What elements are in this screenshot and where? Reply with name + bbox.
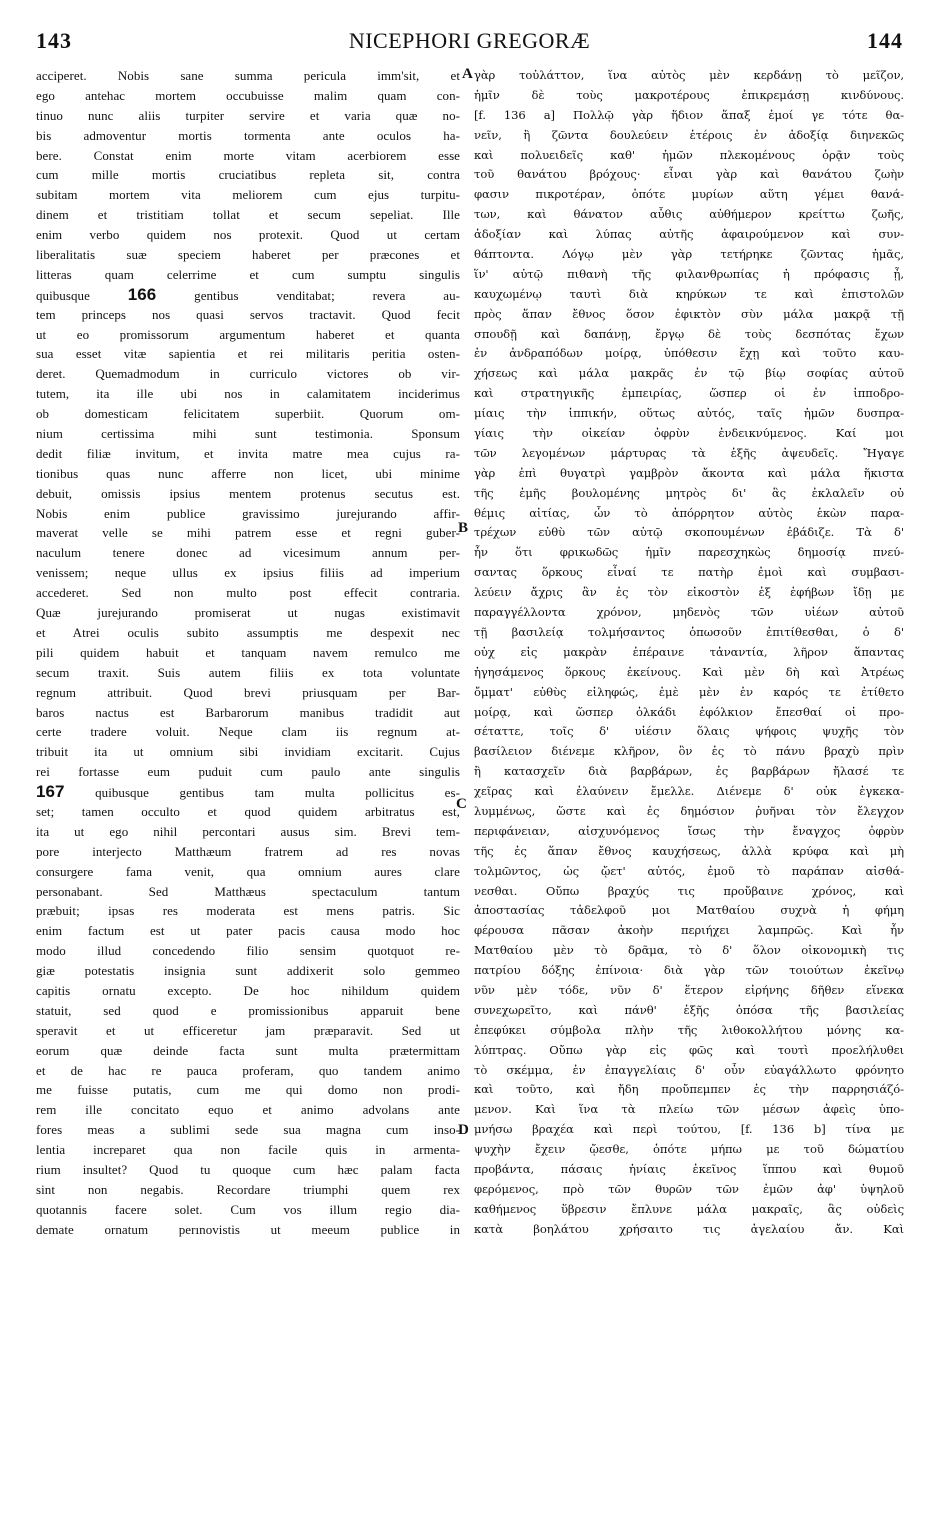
latin-line: et Atrei oculis subito assumptis me despexit nec bbox=[36, 624, 460, 640]
latin-line: tribuit ita ut omnium sibi invidiam excitarit. Cujus bbox=[36, 744, 460, 760]
latin-line: rium insultet? Quod tu quoque cum hæc palam facta bbox=[36, 1161, 460, 1177]
greek-line: χήσεως καὶ μάλα μακρᾶς ἐν τῷ βίῳ σοφίας αὐτοῦ bbox=[474, 366, 904, 381]
latin-line: set; tamen occulto et quod quidem arbitratus est, bbox=[36, 803, 460, 819]
greek-line: σπουδῇ καὶ δαπάνῃ, ἔργῳ δὲ τοὺς δεσπότας ἔχων bbox=[474, 326, 904, 341]
greek-line: ἡμῖν δὲ τοὺς μακροτέρους ἐπικρεμάσῃ κινδύνους. bbox=[474, 87, 904, 102]
greek-line: γίαις τὴν οἰκείαν ὀφρὺν ἐνδεικνύμενος. Καί μοι bbox=[474, 426, 904, 441]
latin-line: demate ornatum perınovistis ut meeum publice in bbox=[36, 1221, 460, 1237]
margin-marker-c: C bbox=[456, 796, 467, 812]
latin-line: bis admoventur mortis tormenta ante oculos ha- bbox=[36, 127, 460, 143]
greek-line: γὰρ τοὐλάττον, ἵνα αὐτὸς μὲν κερδάνῃ τὸ μεῖζον, bbox=[474, 68, 904, 82]
latin-line: præbuit; ipsas res moderata est mens patris. Sic bbox=[36, 903, 460, 919]
latin-line: acciperet. Nobis sane summa pericula imm'sit, et bbox=[36, 68, 460, 83]
greek-column bbox=[474, 66, 904, 1240]
greek-line: ὄμματ' εὐθὺς εἰληφώς, ἐμὲ μὲν ἐν καρός τε ἐτίθετο bbox=[474, 684, 904, 699]
latin-line: quotannis facere solet. Cum vos illum regio dia- bbox=[36, 1201, 460, 1217]
greek-line: ἵν' αὐτῷ πιθανὴ τῆς φιλανθρωπίας ἡ πρόφασις ᾖ, bbox=[474, 266, 904, 281]
latin-line: statuit, sed quod e promissionibus apparuit bene bbox=[36, 1002, 460, 1018]
latin-line: venissem; neque ullus ex ipsius filiis ad imperium bbox=[36, 565, 460, 581]
greek-line: προβάντα, πάσαις ἡνίαις ἐκεῖνος ἵππου καὶ θυμοῦ bbox=[474, 1161, 904, 1176]
greek-line: πρὸς ἅπαν ἔθνος ὅσον ἐφικτὸν σὺν μάλα μακρᾷ τῇ bbox=[474, 306, 904, 321]
latin-line: modo illud concedendo filio sensim quotquot re- bbox=[36, 943, 460, 959]
greek-line: λεύειν ἄχρις ἂν ἐς τὸν εἰκοστὸν ἐξ ἐφήβων ἴδῃ με bbox=[474, 585, 904, 600]
greek-line: γὰρ ἐπὶ θυγατρὶ γαμβρὸν ἄκοντα καὶ μάλα ἥκιστα bbox=[474, 465, 904, 480]
latin-line: deret. Quemadmodum in curriculo victores ob vir- bbox=[36, 366, 460, 382]
latin-line: dedit filiæ invitum, et invita matre mea cujus ra- bbox=[36, 445, 460, 461]
margin-marker-a: A bbox=[462, 66, 473, 82]
latin-line: bere. Constat enim morte vitam acerbiorem esse bbox=[36, 147, 460, 163]
latin-line: ut eo promissorum argumentum haberet et quanta bbox=[36, 326, 460, 342]
greek-line: ἀδοξίαν καὶ λύπας αὐτῆς ἀφαιρούμενον καὶ συν- bbox=[474, 227, 904, 242]
running-title: NICEPHORI GREGORÆ bbox=[348, 28, 591, 53]
greek-line: λυμμένως, ὥστε καὶ ἐς δημόσιον ῥυῆναι τὸν ἔλεγχον bbox=[474, 803, 904, 818]
latin-line: pore interjecto Matthæum fratrem ad res novas bbox=[36, 843, 460, 859]
latin-line-text: gentibus venditabat; revera au- bbox=[156, 287, 460, 303]
latin-line: rei fortasse eum puduit cum paulo ante singulis bbox=[36, 764, 460, 780]
greek-line: καὶ στρατηγικῆς ἐμπειρίας, ὥσπερ οἱ ἐν ἱπποδρο- bbox=[474, 386, 904, 401]
latin-line: enim factum est ut pater pacis causa modo hoc bbox=[36, 923, 460, 939]
greek-line: λύπτρας. Οὔπω γὰρ εἰς φῶς καὶ τουτὶ προελήλυθει bbox=[474, 1042, 904, 1057]
latin-line: pili quidem habuit et tanquam navem remulco me bbox=[36, 644, 460, 660]
latin-line bbox=[36, 285, 460, 305]
latin-line: regnum attribuit. Quod brevi priusquam per Bar- bbox=[36, 684, 460, 700]
latin-line: litteras quam celerrime et cum sumptu singulis bbox=[36, 266, 460, 282]
latin-line: dinem et tristitiam tollat et secum sepeliat. Ille bbox=[36, 207, 460, 223]
latin-line: me fuisse putatis, cum me qui domo non prodi- bbox=[36, 1082, 460, 1098]
greek-line: ἡγησάμενος ὅρκους ἐκείνους. Καὶ μὲν δὴ καὶ Ἀτρέως bbox=[474, 664, 904, 679]
greek-line: μενον. Καὶ ἵνα τὰ πλείω τῶν μέσων ἀφεὶς ὑπο- bbox=[474, 1102, 904, 1117]
latin-line bbox=[36, 782, 460, 802]
greek-line: τῆς ἐς ἅπαν ἔθνος καυχήσεως, ἀλλὰ κρύφα καὶ μὴ bbox=[474, 843, 904, 858]
latin-line: certe tradere voluit. Neque clam iis regnum at- bbox=[36, 724, 460, 740]
greek-line: τῶν λεγομένων μάρτυρας τὰ ἑξῆς ἀψευδεῖς. Ἤγαγε bbox=[474, 445, 904, 460]
latin-line: debuit, omissis ipsius mentem protenus secutus est. bbox=[36, 485, 460, 501]
greek-line: καθήμενος ὕβρεσιν ἔπλυνε μάλα μακραῖς, ἃς οὐδεὶς bbox=[474, 1201, 904, 1216]
greek-line: σέταττε, τοῖς δ' υἱέσιν ὅλαις ψήφοις ψυχῆς τὸν bbox=[474, 724, 904, 739]
greek-line: τοῦ θανάτου βρόχους· εἶναι γὰρ καὶ θανάτου ζωὴν bbox=[474, 167, 904, 182]
right-page-number: 144 bbox=[867, 28, 903, 53]
greek-line: τρέχων εὐθὺ τῶν αὐτῷ σκοπουμένων ἐβάδιζε. Τὰ δ' bbox=[474, 525, 904, 540]
latin-line: fores meas a sublimi sede sua magna cum inso- bbox=[36, 1122, 460, 1138]
greek-line: συνεχωρεῖτο, καὶ πάνθ' ἑξῆς ὁπόσα τῆς βασιλείας bbox=[474, 1002, 904, 1017]
greek-line: ἐπεφύκει σύμβολα πλὴν τῆς λιθοκολλήτου μόνης κα- bbox=[474, 1022, 904, 1037]
latin-column bbox=[36, 66, 460, 1240]
greek-line: ἦν ὅτι φρικωδῶς ἡμῖν παρεσχηκὼς δημοσίᾳ πνεύ- bbox=[474, 545, 904, 560]
latin-line: secum traxit. Suis autem filiis ex tota voluntate bbox=[36, 664, 460, 680]
margin-marker-b: B bbox=[458, 520, 469, 536]
latin-line: tionibus quas nunc afferre non licet, ubi minime bbox=[36, 465, 460, 481]
greek-line: τῆς ἐμῆς βουλομένης μητρὸς δι' ἃς ἐκλαλεῖν οὐ bbox=[474, 485, 904, 500]
latin-line: tutem, ita ille ubi nos in calamitatem inciderimus bbox=[36, 386, 460, 402]
latin-line: rem ille concitato equo et animo advolans ante bbox=[36, 1102, 460, 1118]
greek-line: θέμις αἰτίας, ὧν τὸ ἀπόρρητον αὐτὸς ἑκὼν παρα- bbox=[474, 505, 904, 520]
latin-line: et de hac re pauca proferam, quo tandem animo bbox=[36, 1062, 460, 1078]
greek-line: μνήσω βραχέα καὶ περὶ τούτου, [f. 136 b] τίνα με bbox=[474, 1122, 904, 1137]
latin-line: sint non negabis. Recordare triumphi quem rex bbox=[36, 1181, 460, 1197]
margin-marker-d: D bbox=[458, 1122, 469, 1138]
latin-line: consurgere fama venit, qua omnium aures clare bbox=[36, 863, 460, 879]
greek-line: φασιν πικροτέραν, ὁπότε μυρίων αὕτη γέμει θανά- bbox=[474, 187, 904, 202]
latin-line: baros nactus est Barbarorum manibus tradidit aut bbox=[36, 704, 460, 720]
greek-line: τῇ βασιλείᾳ τολμήσαντος ὁπωσοῦν ἐπιτίθεσθαι, ὁ δ' bbox=[474, 624, 904, 639]
latin-line: accederet. Sed non multo post effecit contraria. bbox=[36, 585, 460, 601]
latin-line: tem princeps nos quasi servos tractavit. Quod fecit bbox=[36, 306, 460, 322]
greek-line: τολμῶντος, ὡς ᾤετ' αὐτός, ἐμοῦ τὸ παράπαν αἰσθά- bbox=[474, 863, 904, 878]
latin-line: subitam mortem vita meliorem cum ejus turpitu- bbox=[36, 187, 460, 203]
greek-line: φερόμενος, πρὸ τῶν θυρῶν τῶν ἐμῶν ἀφ' ὑψηλοῦ bbox=[474, 1181, 904, 1196]
latin-line: ego antehac mortem occubuisse malim quam con- bbox=[36, 87, 460, 103]
greek-line: νεῖν, ἢ ζῶντα δουλεύειν ἑτέροις ἐν ἀδοξίᾳ διηνεκῶς bbox=[474, 127, 904, 142]
latin-line-text: quibusque bbox=[36, 287, 128, 303]
latin-line: liberalitatis suæ speciem haberet per præcones et bbox=[36, 247, 460, 263]
greek-line: καὶ τοῦτο, καὶ ἤδη προὔπεμπεν ἐς τὴν παρρησιάζό- bbox=[474, 1082, 904, 1097]
left-page-number: 143 bbox=[36, 28, 72, 53]
latin-line: enim verbo quidem nos protexit. Quod ut certam bbox=[36, 227, 460, 243]
greek-line: μίαις τὴν ἱππικήν, οὕτως αὐτός, ταῖς ἡμῶν δυσπρα- bbox=[474, 406, 904, 421]
latin-line: naculum tenere donec ad vicesimum annum per- bbox=[36, 545, 460, 561]
latin-line: giæ potestatis insignia sunt addixerit solo gemmeo bbox=[36, 963, 460, 979]
greek-line: σαντας ὅρκους εἶναί τε πατὴρ ἐμοὶ καὶ συμβασι- bbox=[474, 565, 904, 580]
greek-line: πατρίου δόξης ἐπίνοια· διὰ γὰρ τῶν τοιούτων ἐκεῖνῳ bbox=[474, 963, 904, 978]
latin-line: ita ut ego nihil percontari ausus sim. Brevi tem- bbox=[36, 823, 460, 839]
inline-page-number: 166 bbox=[127, 284, 157, 304]
greek-line: νεσθαι. Οὔπω βραχύς τις προὔβαινε χρόνος, καὶ bbox=[474, 883, 904, 898]
greek-line: ἀποστασίας τἀδελφοῦ μοι Ματθαίου συχνὰ ἡ φήμη bbox=[474, 903, 904, 918]
latin-line: lentia increparet qua non facile quis in armenta- bbox=[36, 1142, 460, 1158]
latin-line: tinuo nunc aliis turpiter servire et varia quæ no- bbox=[36, 107, 460, 123]
running-head bbox=[36, 28, 903, 58]
greek-line: θάπτοντα. Λόγῳ μὲν γὰρ τετήρηκε ζῶντας ἡμᾶς, bbox=[474, 247, 904, 262]
latin-line: nium certissima mihi sunt testimonia. Sponsum bbox=[36, 426, 460, 442]
greek-line: Ματθαίου μὲν τὸ δρᾶμα, τὸ δ' ὅλον οἰκονομικὴ τις bbox=[474, 943, 904, 958]
greek-line: βασίλειον διένεμε κλῆρον, ὃν ἐς τὸ πάνυ βραχὺ πρὶν bbox=[474, 744, 904, 759]
greek-line: καυχωμένῳ ταυτὶ διὰ κηρύκων τε καὶ ἐπιστολῶν bbox=[474, 286, 904, 301]
latin-line: maverat velle se mihi patrem esse et regni guber- bbox=[36, 525, 460, 541]
greek-line: μοίρᾳ, καὶ ὥσπερ ὁλκάδι ἐφόλκιον ἔπεσθαί οἱ προ- bbox=[474, 704, 904, 719]
latin-line: eorum quæ deinde facta sunt multa prætermittam bbox=[36, 1042, 460, 1058]
latin-line: speravit et ut efficeretur jam præparavit. Sed ut bbox=[36, 1022, 460, 1038]
latin-line: ob domesticam felicitatem superbiit. Quorum om- bbox=[36, 406, 460, 422]
greek-line: τὸ σκέμμα, ἐν ἐπαγγελίαις δ' οὖν εὐαγάλλωτο φρόνητο bbox=[474, 1062, 904, 1077]
greek-line: χεῖρας καὶ ἐλαύνειν ἔμελλε. Διένεμε δ' οὐκ ἐγκεκα- bbox=[474, 784, 904, 799]
greek-line: οὐχ εἰς μακρὰν ἐπέραινε τἀναντία, λῆρον ἅπαντας bbox=[474, 644, 904, 659]
greek-line: ἐν ἀνδραπόδων μοίρᾳ, ὑπόθεσιν ἔχῃ καὶ τοῦτο καυ- bbox=[474, 346, 904, 361]
latin-line: Quæ jurejurando promiserat ut nugas existimavit bbox=[36, 605, 460, 621]
latin-line: personabant. Sed Matthæus spectaculum tantum bbox=[36, 883, 460, 899]
latin-line: Nobis enim publice gravissimo jurejurando affir- bbox=[36, 505, 460, 521]
greek-line: φέρουσα πᾶσαν ἀκοὴν περιήχει λαμπρῶς. Καὶ ἦν bbox=[474, 923, 904, 938]
greek-line: ψυχὴν ἔχειν ᾤεσθε, ὁπότε μήπω με τοῦ δώματίου bbox=[474, 1142, 904, 1157]
latin-line: sua esset vitæ sapientia et rei militaris peritia osten- bbox=[36, 346, 460, 362]
greek-line: κατὰ βοηλάτου χρήσαιτο τις ἀγελαίου ἄν. Καὶ bbox=[474, 1221, 904, 1236]
inline-page-number: 167 bbox=[36, 782, 65, 802]
latin-line: cum mille mortis cruciatibus repleta sit, contra bbox=[36, 167, 460, 183]
greek-line: [f. 136 a] Πολλῷ γὰρ ἥδιον ἅπαξ ἐμοί γε τότε θα- bbox=[474, 107, 904, 122]
greek-line: των, καὶ θάνατον αὖθις αὐθήμερον κρείττω ζωῆς, bbox=[474, 207, 904, 222]
greek-line: παραγγέλλοντα χρόνον, μηδενὸς τῶν υἱέων αὐτοῦ bbox=[474, 605, 904, 620]
latin-line-text: quibusque gentibus tam multa pollicitus es- bbox=[64, 785, 460, 801]
latin-line: capitis ornatu excepto. De hoc nihildum quidem bbox=[36, 982, 460, 998]
greek-line: ἢ κατασχεῖν διὰ βαρβάρων, ἐς βαρβάρων ἤλασέ τε bbox=[474, 764, 904, 779]
greek-line: καὶ πολυειδεῖς καθ' ἡμῶν πλεκομένους ὁρᾷν τοὺς bbox=[474, 147, 904, 162]
greek-line: νῦν μὲν τόδε, νῦν δ' ἕτερον εἰρήνης δῆθεν εἵνεκα bbox=[474, 982, 904, 997]
greek-line: περιφάνειαν, αἰσχυνόμενος ἴσως τὴν ἔναγχος ὀφρὺν bbox=[474, 823, 904, 838]
